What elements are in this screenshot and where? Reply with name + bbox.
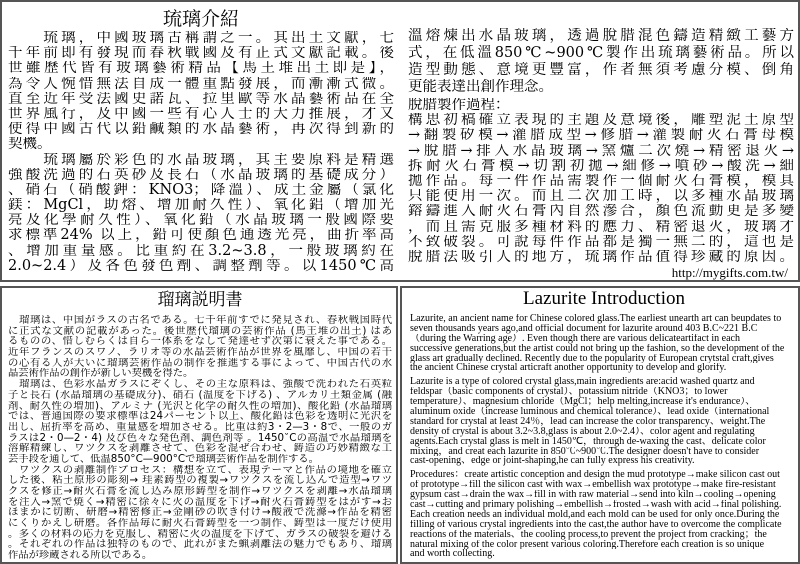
text-line: ，而且需克服多種材料的應力、精密退火，玻璃才 <box>408 219 794 235</box>
text-line: ほまかに切断、研磨→精密修正→金剛砂の吹き付け→酸液で洗滌→作品を精密 <box>8 507 392 519</box>
text-line: 琉璃屬於彩色的水晶玻璃，其主要原料是精選 <box>8 152 394 168</box>
text-line: 契機。 <box>8 137 52 153</box>
text-line: 世界風行，及中國一些有心人士的大力推展，才又 <box>8 106 394 122</box>
text-line: gypsum cast→drain the wax→fill in with raw material→send into kiln→cooling→opening <box>410 490 776 501</box>
english-title: Lazurite Introduction <box>523 288 685 309</box>
text-line: 千年前即有發現而春秋戰國及有正式文獻記載。後 <box>8 46 394 62</box>
text-line: 拋作品。每一件作品需製作一個耐火石膏模，模具 <box>408 173 794 189</box>
text-line: 芸手段を通して、低温850°C—900°Cで瑠璃芸術作品を制作する。 <box>8 453 319 465</box>
text-line: 瑠璃は、色彩水晶ガラスにぞくし、その主な原料は、強酸で洗われた石英粒 <box>8 379 392 390</box>
text-line: successive generations,but the artist could not bring up the fashion, so the development of the <box>410 343 785 354</box>
text-line: cast→cutting and primary polishing→embellish→frosted→wash with acid→final polishing. <box>410 500 782 510</box>
text-line: 脫腊法吸引人的地方，琉璃作品值得珍藏的原因。 <box>408 249 794 265</box>
text-line: 2.0~2.4）及各色發色劑、調整劑等。以1450℃高 <box>8 258 394 274</box>
text-line: density of crystal is about 3.2~3.8,glass is about 2.0~2.4）、color agent and regulating <box>410 426 755 437</box>
text-line: feldspar（basic components of crystal）、potassium nitride（KNO3；to lower <box>410 387 728 398</box>
text-line: cast-opening、edge or joint-shaping,he can fully express his creativity. <box>410 456 695 467</box>
text-line: filling of various crystal ingredients into the cast,the author have to overcome the complicate <box>410 519 782 530</box>
text-line: 鎂：MgCl，助熔、增加耐久性）、氧化鋁（增加光 <box>8 198 394 214</box>
text-line: 只能使用一次。而且二次加工時，以多種水晶玻璃 <box>408 189 794 205</box>
text-line: 亮及化學耐久性）、氧化鉛（水晶玻璃一般國際要 <box>8 213 394 229</box>
chinese-title: 琉璃介紹 <box>162 8 239 30</box>
text-line: した後、粘土原形の彫刻→ 珪素鋳型の複製→ワツクスを流し込んで造型→ワツ <box>8 475 392 486</box>
text-line: Lazurite, an ancient name for Chinese colored glass.The earliest unearth art can beupdates to <box>410 314 782 324</box>
text-line: 直至近年受法國史諾瓦、拉里歐等水晶藝術品在全 <box>8 91 394 107</box>
text-line: and worth collecting. <box>410 549 495 560</box>
text-line: 強酸洗過的石英砂及長石（水晶玻璃的基礎成分） <box>8 167 394 183</box>
paragraph-procedures <box>410 470 798 559</box>
text-line: →脫腊→排入水晶玻璃→窯爐二次燒→精密退火→ <box>408 143 794 159</box>
text-line: aluminum oxide（increase luminous and chemical tolerance）、lead oxide（international <box>410 407 770 417</box>
text-line: 溫熔煉出水晶玻璃，透過脫腊混色鑄造精緻工藝方 <box>408 28 794 44</box>
text-line: standard for crystal at least 24％，lead can increase the color transparency、weight.The <box>410 416 766 427</box>
text-line: 式，在低溫850℃~900℃製作出琉璃藝術品。所以 <box>408 45 794 61</box>
text-line: 琉璃，中國玻璃古稱謂之一。其出土文獻，七 <box>8 31 394 46</box>
text-line: 近年フランスのスワノ、ラリオ等の水晶芸術作品が世界を風靡し、中国の若干 <box>8 347 392 358</box>
text-line: of prototype→fill the silicon cast with wax→embellish wax prototype→make fire-resistant <box>410 480 776 491</box>
process-heading: 脫腊製作過程： <box>408 98 510 113</box>
text-line: agents.Each crystal glass is melt in 1450℃，through de-waxing the cast、delicate color <box>410 436 766 447</box>
text-line: に正式な文献の記載があった。後世歴代瑠璃の芸術作品 (馬王堆の出土) はあ <box>8 325 392 337</box>
text-line: るものの、惜しむらくは自ら一体系をなして発達せず次第に衰えた事である。 <box>8 336 392 348</box>
text-line: 求標準24% 以上，鉛可使顏色通透光亮，曲折率高 <box>8 228 394 244</box>
text-line: にくりかえし研磨。各作品毎に耐火石膏鋳型を一つ制作、鋳型は一度だけ使用 <box>8 518 392 529</box>
japanese-section <box>0 286 398 564</box>
text-line: 溶解精練し、ワツクスを剥離させて、色彩を混ぜ合わせ、鋳造の巧妙精緻な工 <box>8 443 392 454</box>
text-line: ワツクスの剥離制作プロセス：構想を立て、表現テーマと作品の境地を確立 <box>8 464 392 476</box>
text-line: seven thousands years ago,and official document for lazurite around 403 B.C~221 B.C <box>410 323 758 334</box>
text-line: 構思初稿確立表現的主題及意境後，雕塑泥土原型 <box>408 113 794 129</box>
text-line: 、硝石（硝酸鉀：KNO3；降溫）、成土金屬（氯化 <box>8 182 394 198</box>
text-line: 更能表達出創作理念。 <box>408 79 553 95</box>
text-line: 剤、耐久性の増加)、アルミナ (光沢と化学の耐久性の増加)、酸化鉛 (水晶瑠璃 <box>8 400 392 412</box>
website-url[interactable]: http://mygifts.com.tw/ <box>671 265 788 280</box>
text-line: クスを修正→耐火石膏を流し込み原形鋳型を制作→ワツクスを剥離→水晶瑠璃 <box>8 486 392 497</box>
text-line: 鎔鑄進入耐火石膏內自然滲合，顏色流動更是多變 <box>408 204 794 220</box>
chinese-left-column <box>8 8 394 274</box>
text-line: the ancient Chinese crystal articraft another opportunity to develop and glorify. <box>410 363 727 374</box>
text-line: 子と長石 (水晶瑠璃の基礎成分)、硝石 (温度を下げる) 、アルカリ土類金属 (融 <box>8 389 392 401</box>
text-line: 出し、屈折率を高め、重量感を増加させる。比重は約3・2—3・8で、一般のガ <box>8 421 392 433</box>
text-line: 為令人惋惜無法自成一體重點發展，而漸漸式微。 <box>8 76 394 92</box>
text-line: natural mixing of the color present various coloring.Therefore each creation is so unique <box>410 539 765 550</box>
japanese-title: 瑠璃説明書 <box>157 290 243 310</box>
text-line: 作品が珍蔵される所以である。 <box>8 550 153 561</box>
text-line: の心有る人が大いに瑠璃芸術作品の制作を推進する事によって、中国古代の水 <box>8 357 392 369</box>
text-line: Procedures：create artistic conception and design the mud prototype→make silicon cast out <box>410 470 780 481</box>
text-line: mixing，and creat each lazurite in 850℃~900℃.The designer doesn't have to consider <box>410 446 760 457</box>
text-line: Each creation needs an individual mold,and each mold can be used for only once.During the <box>410 509 780 520</box>
text-line: 瑠璃は、中国がラスの古名である。七千年前すでに発見され、春秋戦国時代 <box>8 315 392 326</box>
text-line: 拆耐火石膏模→切割初拋→細修→噴砂→酸洗→細 <box>408 158 794 174</box>
text-line: Lazurite is a type of colored crystal glass,main ingredients are:acid washed quartz and <box>410 377 755 388</box>
text-line: glass art gradually declined. Recently due to the popularity of European crytstal craft,gives <box>410 353 774 364</box>
text-line: 晶芸術作品の創作が新しい契機を得た。 <box>8 368 194 380</box>
text-line: ラスは2・0—2・4) 及び色々な発色剤、調色剤等 。1450˚Cの高温で水晶瑠璃を <box>8 432 392 444</box>
text-line: 。多くの材料の応力を克服し、精密に火の温度を下げて、ガラスの破裂を避ける <box>8 528 392 540</box>
text-line: 。それぞれの作品は独特のもので、此れがまた蝋剥離法の魅力でもあり、瑠璃 <box>8 539 392 551</box>
text-line: 世雖歷代皆有玻璃藝術精品【馬王堆出土即是】， <box>8 61 394 77</box>
text-line: reactions of the materials、the cooling process,to prevent the project from cracking；the <box>410 529 767 540</box>
text-line: 不致破裂。可說每件作品都是獨一無二的，這也是 <box>408 234 794 250</box>
text-line: （during the Warring age）. Even though there are various delicateartifact in each <box>410 333 740 344</box>
text-line: 造型動態、意境更豐富，作者無須考慮分模、倒角 <box>408 62 794 78</box>
english-section <box>400 286 800 564</box>
text-line: →翻製矽模→灌腊成型→修腊→灌製耐火石膏母模 <box>408 128 794 144</box>
paragraph-history <box>410 314 798 373</box>
text-line: temperature）、magnesium chloride（MgCl；help melting,increase it's endurance）、 <box>410 397 756 408</box>
paragraph-ingredients <box>410 377 798 466</box>
text-line: を注入→窯で焼く→精密に徐々に火の温度を下げ→耐火石膏鋳型をはがす→お <box>8 496 392 508</box>
text-line: では、普通国際の要求標準は24パーセント以上、酸化鉛は色彩を透明に光沢を <box>8 411 392 422</box>
chinese-right-column <box>408 28 794 265</box>
text-line: 、增加重量感。比重約在3.2~3.8，一般玻璃約在 <box>8 243 394 259</box>
text-line: 使得中國古代以鉛鹹類的水晶藝術，再次得到新的 <box>8 122 394 138</box>
